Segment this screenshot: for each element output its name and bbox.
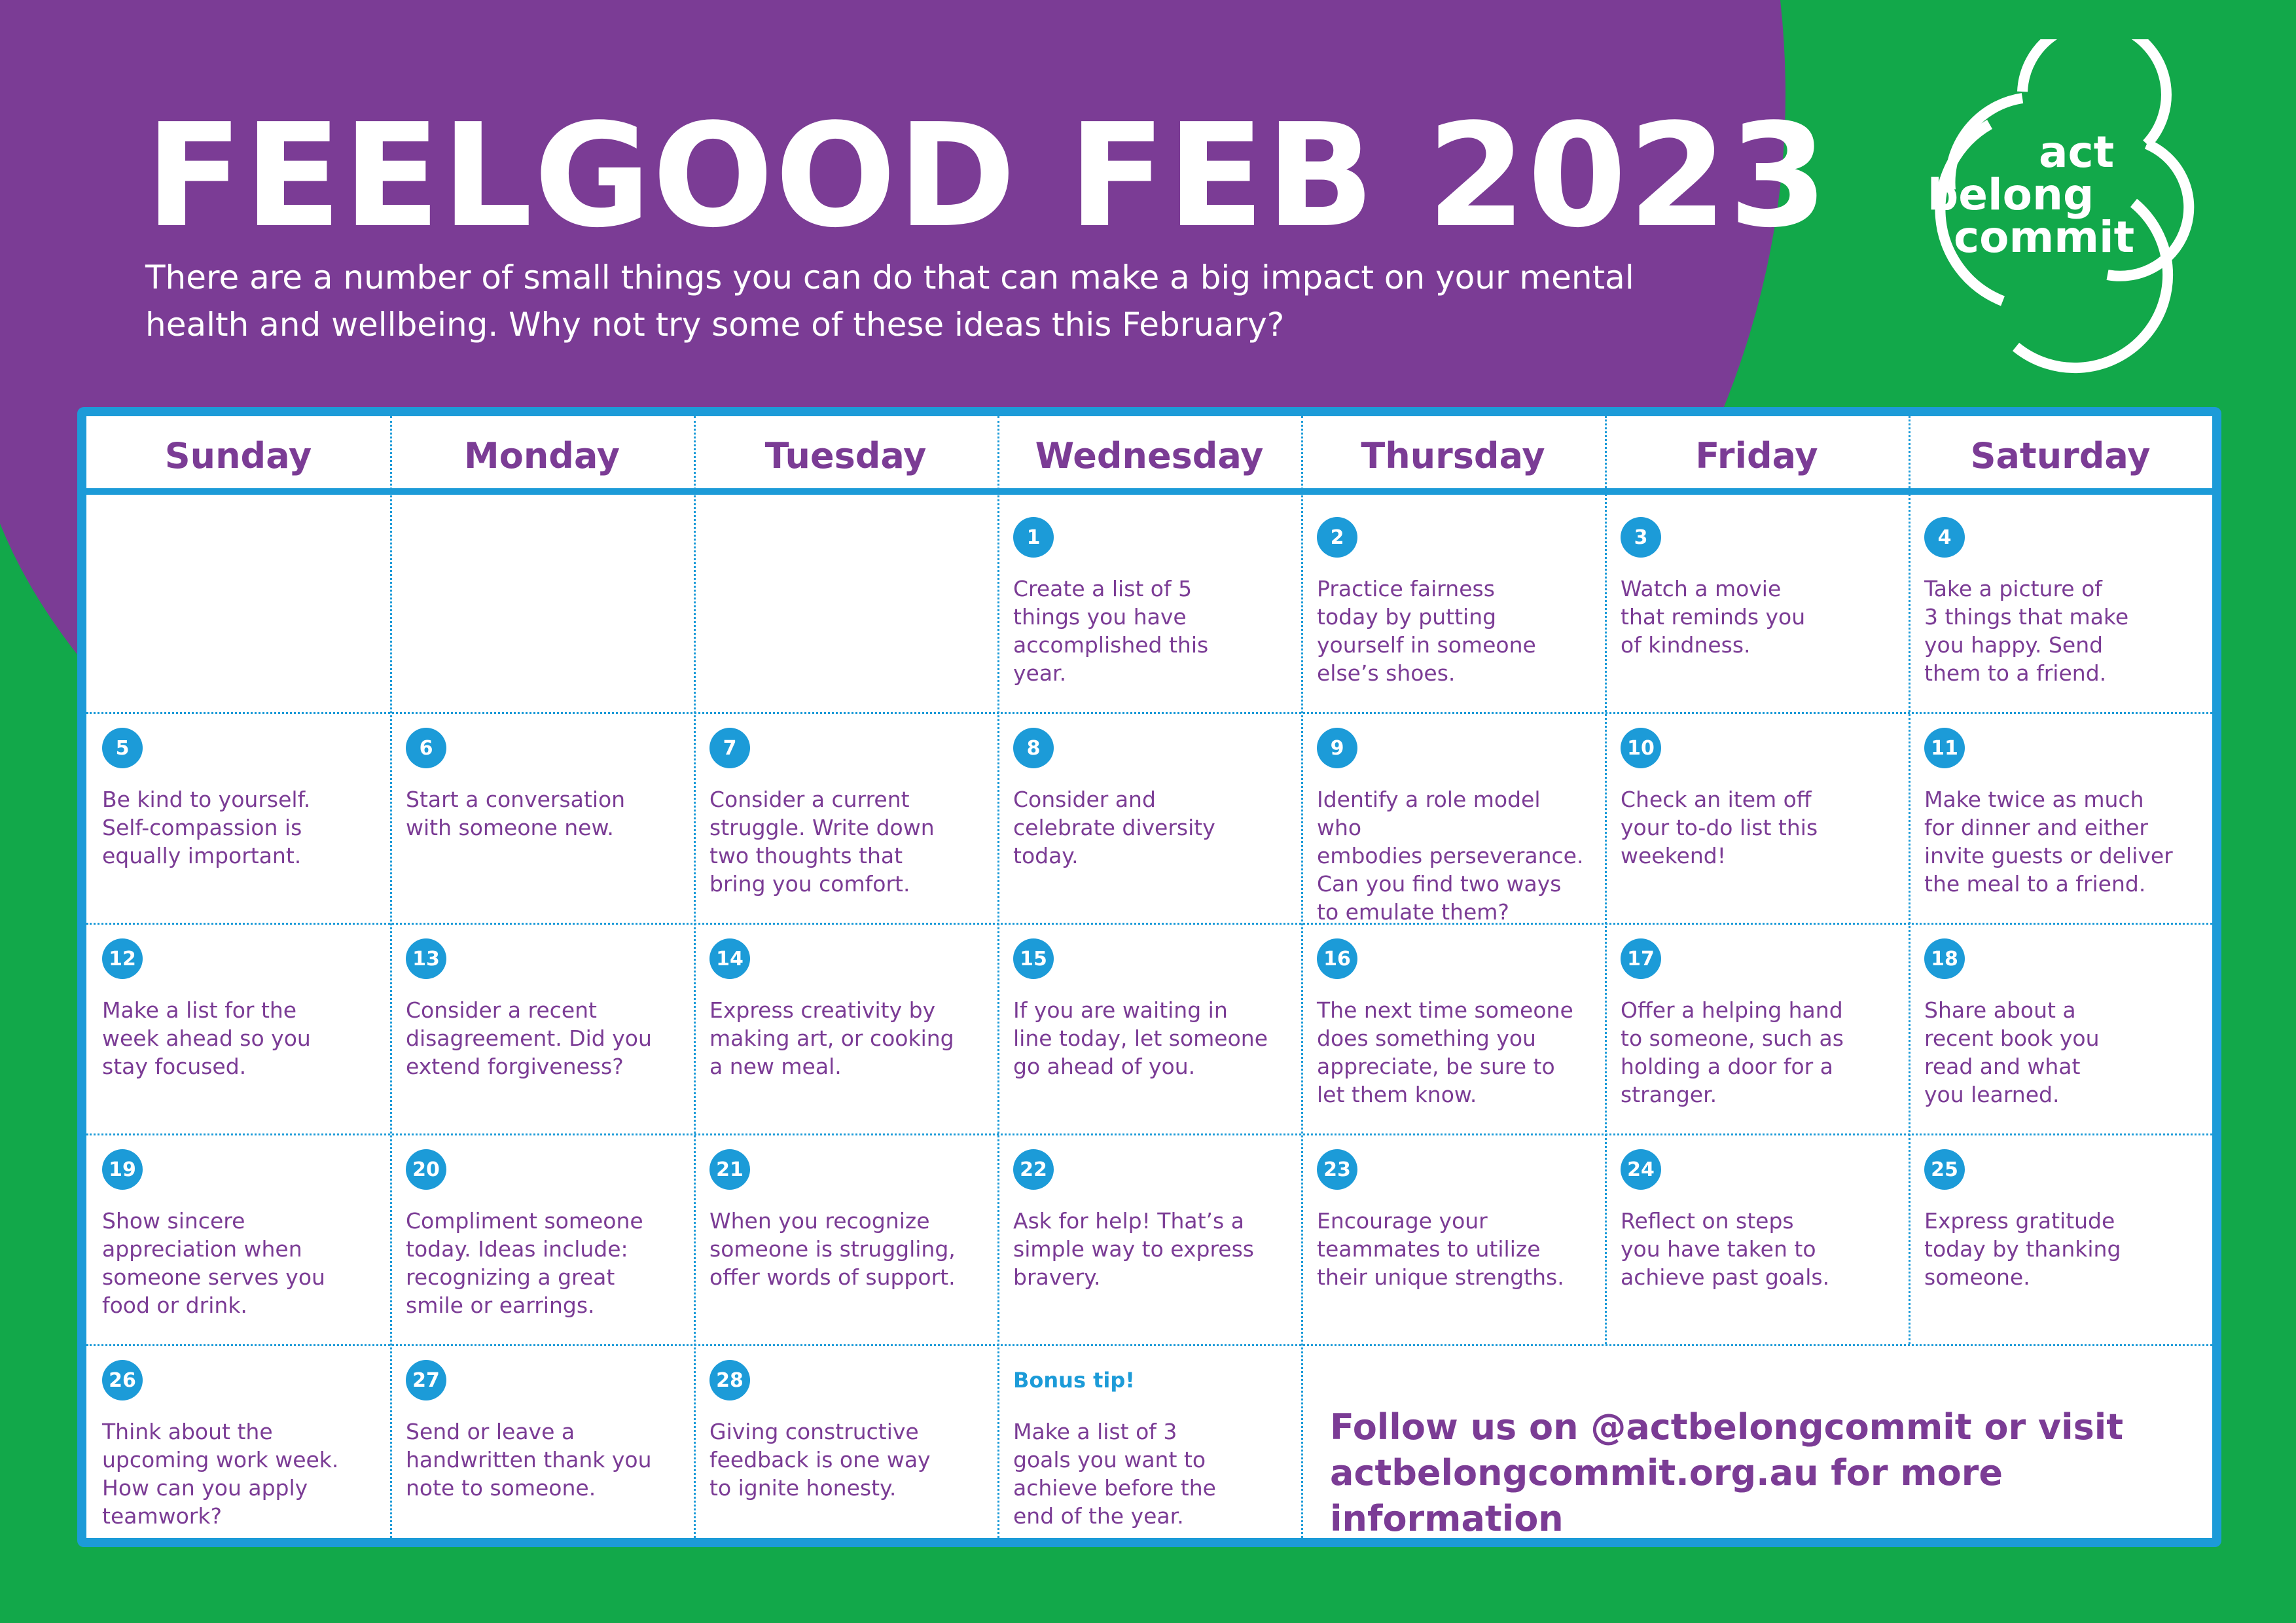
- daily-tip-text: Identify a role model who embodies perseverance. Can you find two ways to emulate them?: [1317, 787, 1584, 925]
- date-badge: 3: [1621, 517, 1661, 558]
- date-badge: 10: [1621, 728, 1661, 768]
- daily-tip-text: Send or leave a handwritten thank you note to someone.: [406, 1419, 652, 1501]
- calendar-day-cell: [694, 1344, 997, 1555]
- calendar-day-cell: [997, 1133, 1301, 1344]
- calendar-day-cell: [1605, 712, 1909, 923]
- february-calendar: [77, 407, 2221, 1547]
- calendar-day-cell: [694, 712, 997, 923]
- calendar-day-cell: [1301, 923, 1605, 1133]
- date-badge: 15: [1013, 938, 1054, 979]
- calendar-day-cell: [390, 1133, 694, 1344]
- calendar-day-cell: [390, 923, 694, 1133]
- daily-tip-text: If you are waiting in line today, let someone go ahead of you.: [1013, 997, 1268, 1079]
- daily-tip-text: Consider a current struggle. Write down two thoughts that bring you comfort.: [709, 787, 935, 897]
- calendar-day-cell: [1301, 1133, 1605, 1344]
- daily-tip-text: Check an item off your to-do list this weekend!: [1621, 787, 1818, 868]
- calendar-day-cell: [86, 1344, 390, 1555]
- calendar-day-cell: [1301, 712, 1605, 923]
- date-badge: 11: [1924, 728, 1965, 768]
- daily-tip-text: Encourage your teammates to utilize their unique strengths.: [1317, 1208, 1564, 1290]
- calendar-day-cell: [1909, 501, 2212, 712]
- date-badge: 27: [406, 1360, 446, 1400]
- calendar-day-cell: [694, 923, 997, 1133]
- date-badge: 12: [102, 938, 143, 979]
- daily-tip-text: The next time someone does something you appreciate, be sure to let them know.: [1317, 997, 1573, 1107]
- daily-tip-text: Create a list of 5 things you have accomplished this year.: [1013, 576, 1209, 686]
- daily-tip-text: Show sincere appreciation when someone serves you food or drink.: [102, 1208, 325, 1318]
- date-badge: 6: [406, 728, 446, 768]
- daily-tip-text: Start a conversation with someone new.: [406, 787, 626, 840]
- calendar-day-cell: [1909, 712, 2212, 923]
- date-badge: 21: [709, 1149, 750, 1190]
- daily-tip-text: Share about a recent book you read and what you learned.: [1924, 997, 2100, 1107]
- weekday-wednesday: Wednesday: [1035, 435, 1264, 476]
- date-badge: 9: [1317, 728, 1357, 768]
- follow-us-text: Follow us on @actbelongcommit or visit actbelongcommit.org.au for more information: [1330, 1406, 2124, 1539]
- weekday-sunday: Sunday: [164, 435, 312, 476]
- date-badge: 13: [406, 938, 446, 979]
- calendar-day-cell: [997, 501, 1301, 712]
- calendar-day-cell: [997, 923, 1301, 1133]
- date-badge: 22: [1013, 1149, 1054, 1190]
- daily-tip-text: Reflect on steps you have taken to achieve past goals.: [1621, 1208, 1830, 1290]
- date-badge: 2: [1317, 517, 1357, 558]
- weekday-friday: Friday: [1695, 435, 1818, 476]
- daily-tip-text: Express creativity by making art, or cooking a new meal.: [709, 997, 954, 1079]
- date-badge: 24: [1621, 1149, 1661, 1190]
- date-badge: 17: [1621, 938, 1661, 979]
- date-badge: 28: [709, 1360, 750, 1400]
- calendar-day-cell: [1605, 501, 1909, 712]
- date-badge: 16: [1317, 938, 1357, 979]
- calendar-day-cell: [390, 1344, 694, 1555]
- daily-tip-text: Practice fairness today by putting yourself in someone else’s shoes.: [1317, 576, 1536, 686]
- logo-word-belong: belong: [1928, 169, 2094, 220]
- daily-tip-text: Consider a recent disagreement. Did you extend forgiveness?: [406, 997, 652, 1079]
- daily-tip-text: Compliment someone today. Ideas include: recognizing a great smile or earrings.: [406, 1208, 643, 1318]
- daily-tip-text: Watch a movie that reminds you of kindness.: [1621, 576, 1806, 658]
- weekday-header-row: [86, 416, 2212, 495]
- page-title: FEELGOOD FEB 2023: [145, 94, 1829, 259]
- date-badge: 1: [1013, 517, 1054, 558]
- date-badge: 4: [1924, 517, 1965, 558]
- daily-tip-text: Ask for help! That’s a simple way to express bravery.: [1013, 1208, 1254, 1290]
- logo-word-commit: commit: [1954, 212, 2135, 262]
- page-subtitle: There are a number of small things you can do that can make a big impact on your mental health and wellbeing. Why not try some of these ideas this February?: [145, 259, 1634, 344]
- calendar-day-cell: [390, 712, 694, 923]
- calendar-day-cell: [1909, 923, 2212, 1133]
- weekday-monday: Monday: [464, 435, 620, 476]
- calendar-day-cell: [1909, 1133, 2212, 1344]
- logo-word-act: act: [2039, 127, 2115, 177]
- daily-tip-text: Think about the upcoming work week. How can you apply teamwork?: [102, 1419, 339, 1529]
- calendar-day-cell: [1301, 501, 1605, 712]
- calendar-day-cell: [86, 923, 390, 1133]
- daily-tip-text: Make twice as much for dinner and either invite guests or deliver the meal to a friend.: [1924, 787, 2173, 897]
- date-badge: 8: [1013, 728, 1054, 768]
- weekday-saturday: Saturday: [1970, 435, 2151, 476]
- date-badge: 23: [1317, 1149, 1357, 1190]
- weekday-thursday: Thursday: [1361, 435, 1545, 476]
- daily-tip-text: Giving constructive feedback is one way to ignite honesty.: [709, 1419, 931, 1501]
- date-badge: 14: [709, 938, 750, 979]
- date-badge: 20: [406, 1149, 446, 1190]
- calendar-day-cell: [86, 1133, 390, 1344]
- calendar-day-cell: [1605, 923, 1909, 1133]
- date-badge: 7: [709, 728, 750, 768]
- date-badge: 26: [102, 1360, 143, 1400]
- daily-tip-text: Take a picture of 3 things that make you happy. Send them to a friend.: [1924, 576, 2129, 686]
- daily-tip-text: When you recognize someone is struggling, offer words of support.: [709, 1208, 956, 1290]
- daily-tip-text: Consider and celebrate diversity today.: [1013, 787, 1215, 868]
- date-badge: 18: [1924, 938, 1965, 979]
- calendar-day-cell: [1605, 1133, 1909, 1344]
- daily-tip-text: Offer a helping hand to someone, such as holding a door for a stranger.: [1621, 997, 1844, 1107]
- bonus-tip-cell: [997, 1344, 1301, 1555]
- act-belong-commit-logo: [1872, 39, 2212, 380]
- calendar-day-cell: [86, 712, 390, 923]
- bonus-tip-label: Bonus tip!: [1013, 1368, 1135, 1393]
- calendar-day-cell: [997, 712, 1301, 923]
- daily-tip-text: Express gratitude today by thanking someone.: [1924, 1208, 2121, 1290]
- date-badge: 5: [102, 728, 143, 768]
- date-badge: 25: [1924, 1149, 1965, 1190]
- daily-tip-text: Make a list for the week ahead so you stay focused.: [102, 997, 311, 1079]
- weekday-tuesday: Tuesday: [764, 435, 927, 476]
- bonus-tip-text: Make a list of 3 goals you want to achieve before the end of the year.: [1013, 1419, 1216, 1529]
- date-badge: 19: [102, 1149, 143, 1190]
- calendar-day-cell: [694, 1133, 997, 1344]
- daily-tip-text: Be kind to yourself. Self-compassion is equally important.: [102, 787, 311, 868]
